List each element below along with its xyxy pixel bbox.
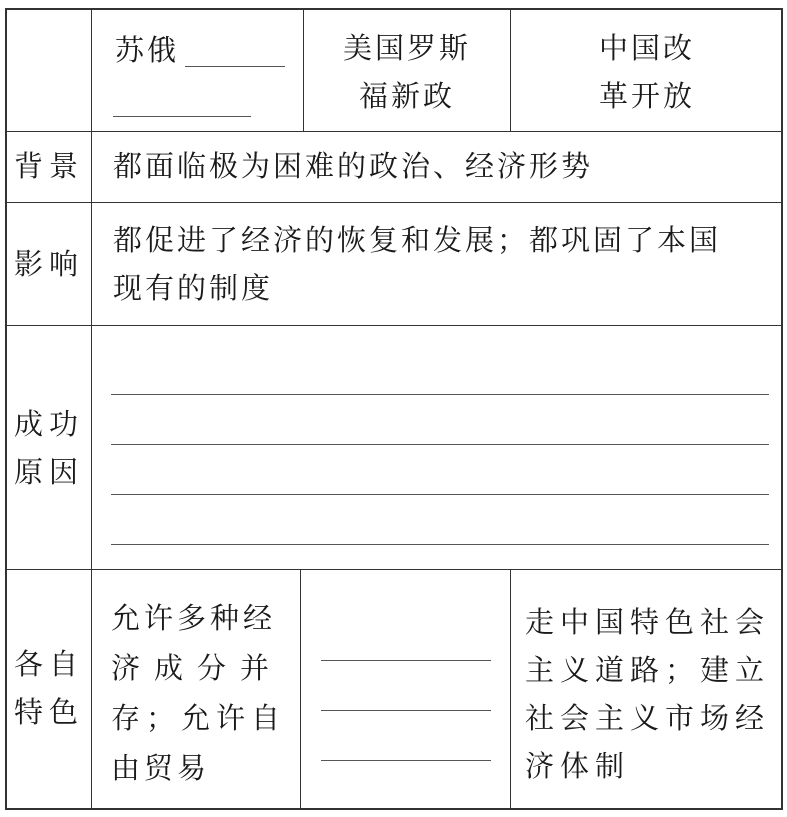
answer-line[interactable]: [321, 760, 491, 761]
fill-blank[interactable]: [113, 116, 251, 117]
features-china-line: 主义道路；建立: [525, 653, 771, 687]
answer-line[interactable]: [111, 494, 769, 495]
row-label-impact: 影响: [13, 247, 84, 281]
features-china-line: 济体制: [525, 749, 631, 783]
header-us-new-deal-line2: 福新政: [358, 79, 455, 113]
answer-line[interactable]: [111, 544, 769, 545]
impact-content-line1: 都促进了经济的恢复和发展；都巩固了本国: [113, 223, 722, 257]
row-divider: [7, 325, 783, 326]
row-label-success-line2: 原因: [13, 455, 84, 489]
answer-line[interactable]: [111, 444, 769, 445]
features-china-line: 走中国特色社会: [525, 605, 771, 639]
features-soviet-line: 由贸易: [111, 751, 211, 785]
answer-line[interactable]: [321, 660, 491, 661]
features-soviet-line: 允许多种经: [111, 601, 277, 635]
col-divider: [91, 10, 92, 810]
header-china-reform-line1: 中国改: [598, 31, 695, 65]
col-divider: [300, 569, 301, 810]
row-label-success-line1: 成功: [13, 407, 84, 441]
header-us-new-deal-line1: 美国罗斯: [342, 31, 471, 65]
row-label-background: 背景: [13, 149, 84, 183]
impact-content-line2: 现有的制度: [113, 271, 274, 305]
background-content: 都面临极为困难的政治、经济形势: [113, 149, 594, 183]
features-soviet-line: 存；允许自: [111, 701, 287, 735]
comparison-table: [5, 8, 783, 810]
features-soviet-line: 济成分并: [111, 651, 284, 685]
row-divider: [7, 569, 783, 570]
answer-line[interactable]: [321, 710, 491, 711]
row-label-features-line1: 各自: [13, 647, 84, 681]
fill-blank[interactable]: [185, 66, 285, 67]
header-china-reform-line2: 革开放: [598, 79, 695, 113]
row-label-features-line2: 特色: [13, 695, 84, 729]
header-soviet: 苏俄: [115, 33, 180, 67]
row-divider: [7, 131, 783, 132]
row-divider: [7, 202, 783, 203]
col-divider: [510, 569, 511, 810]
features-china-line: 社会主义市场经: [525, 701, 771, 735]
answer-line[interactable]: [111, 394, 769, 395]
